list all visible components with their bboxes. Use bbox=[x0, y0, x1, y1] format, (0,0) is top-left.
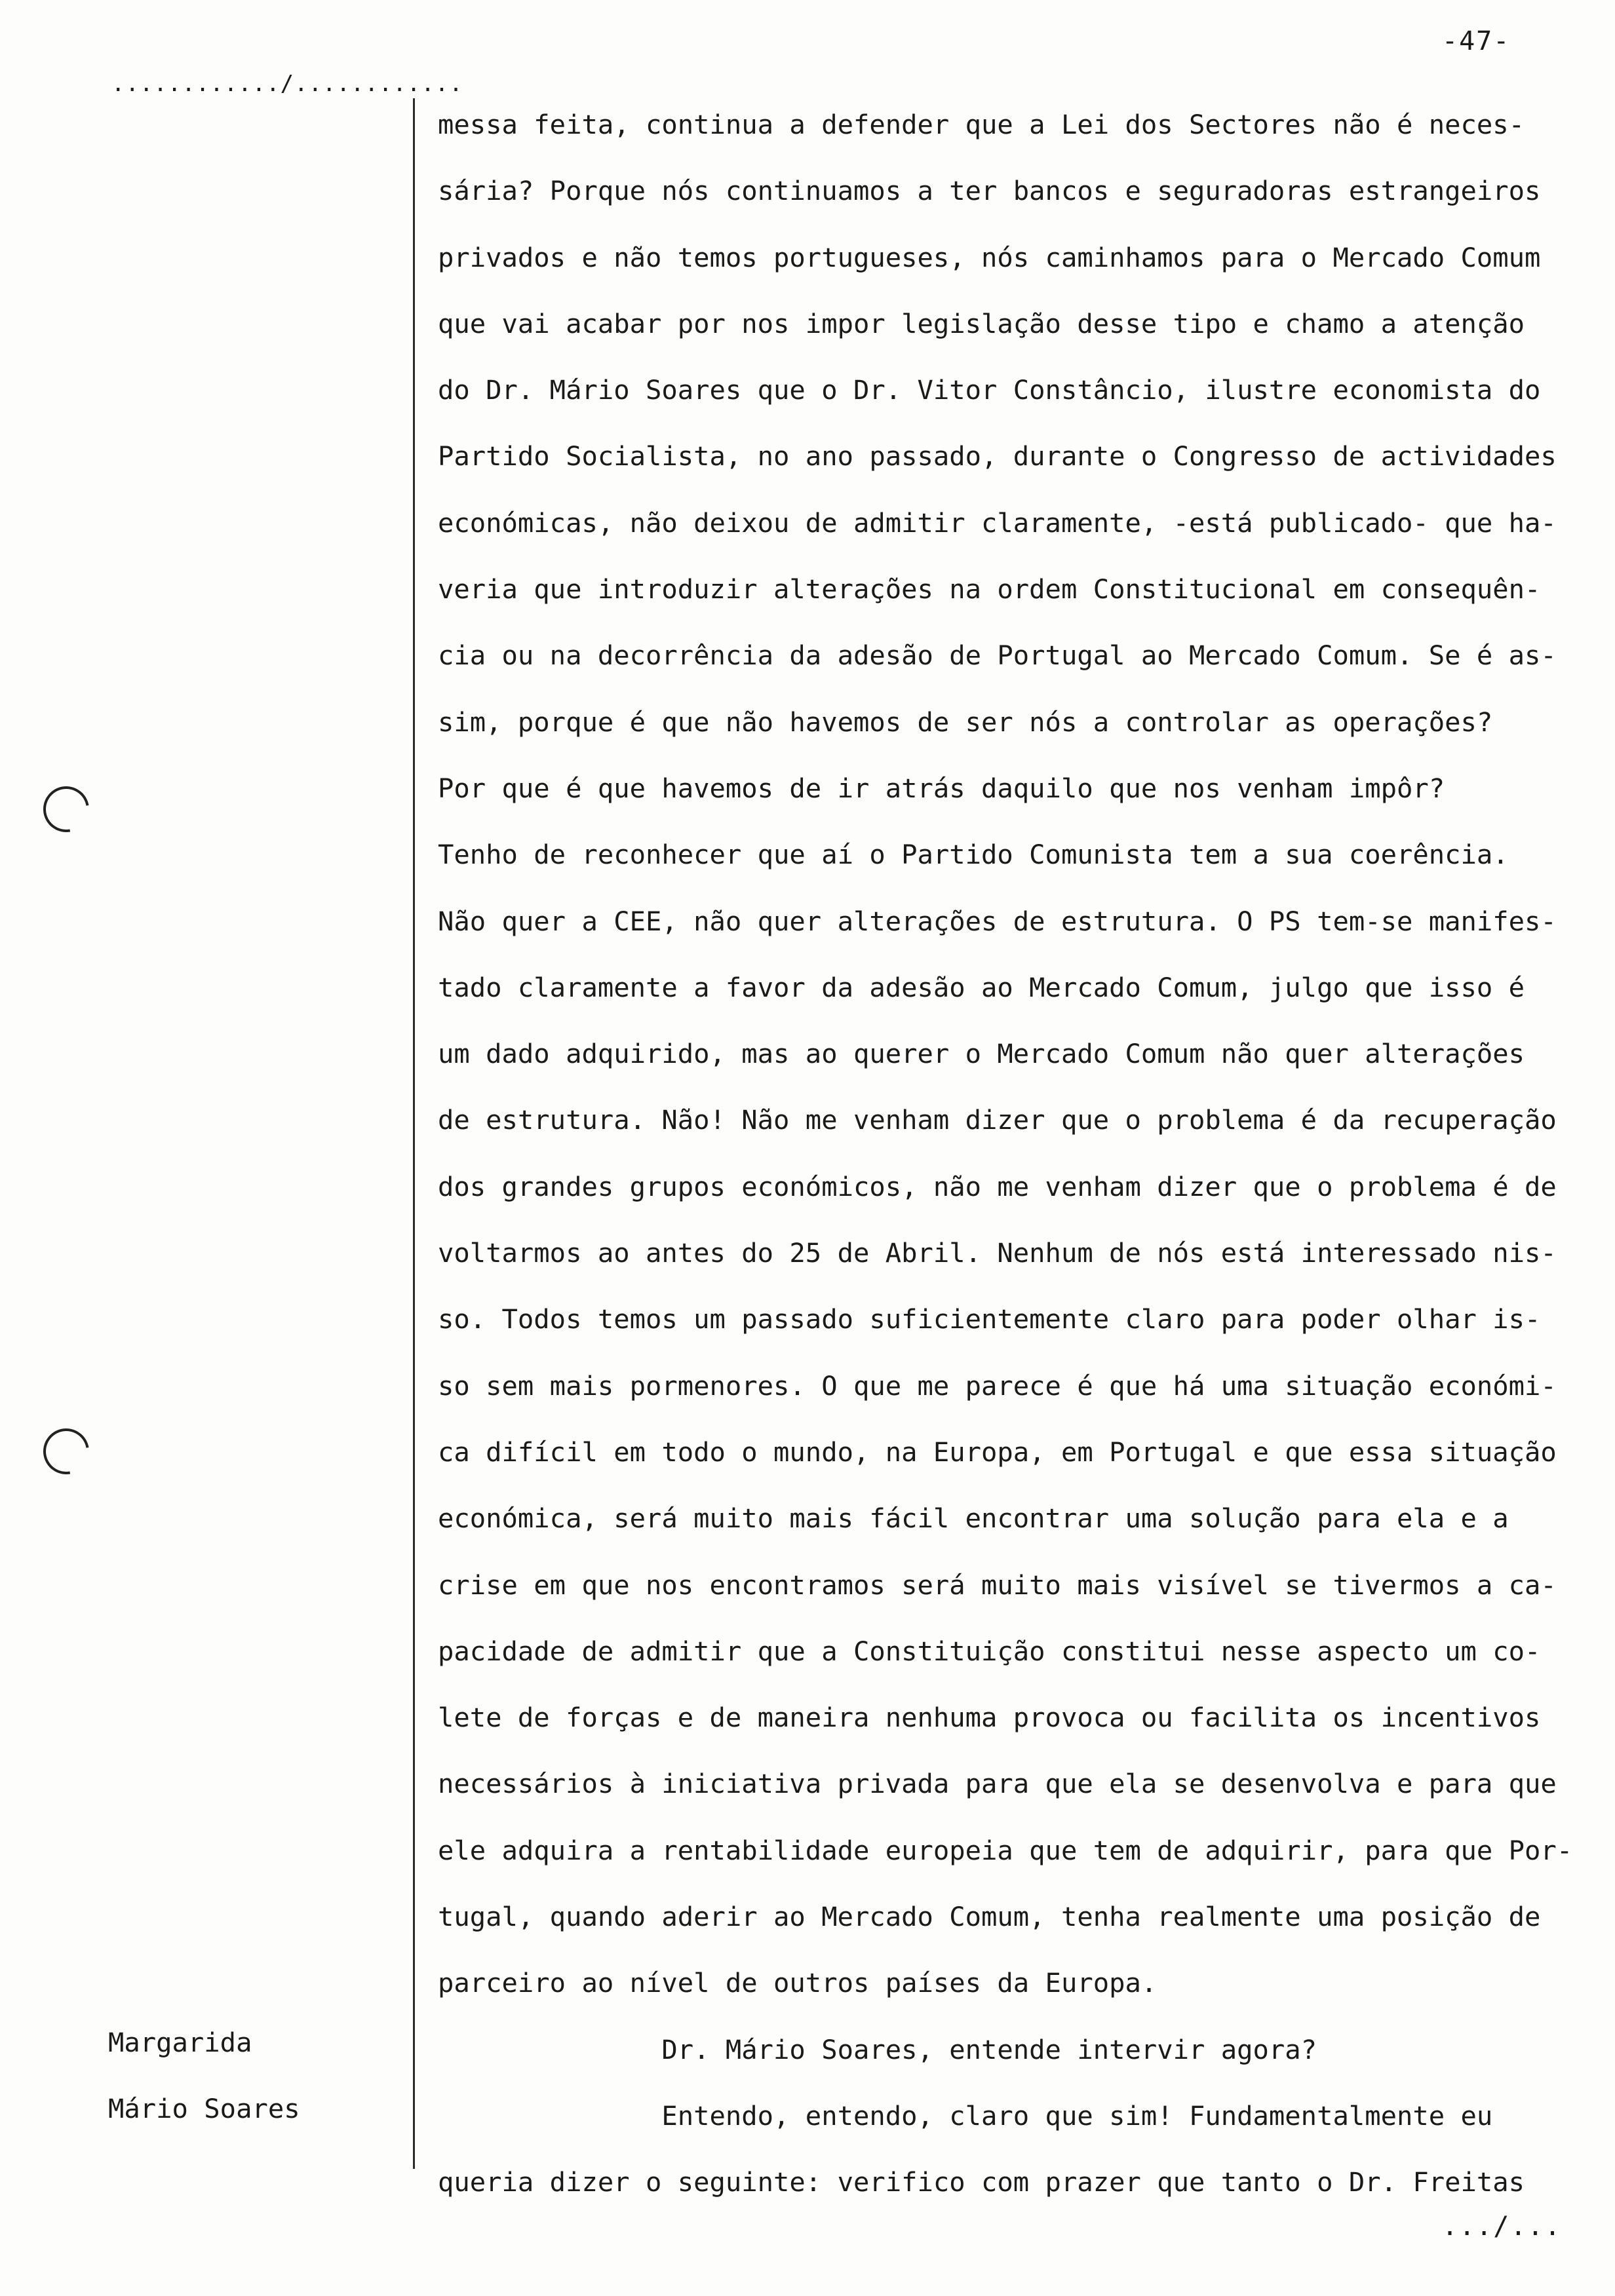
text-line: do Dr. Mário Soares que o Dr. Vitor Constâncio, ilustre economista do bbox=[438, 374, 1541, 406]
text-line: cia ou na decorrência da adesão de Portugal ao Mercado Comum. Se é as- bbox=[438, 640, 1557, 672]
punch-hole-mark bbox=[34, 777, 98, 841]
text-line: dos grandes grupos económicos, não me venham dizer que o problema é de bbox=[438, 1170, 1557, 1202]
speaker-name: Mário Soares bbox=[108, 2093, 300, 2125]
text-line: ca difícil em todo o mundo, na Europa, em Portugal e que essa situação bbox=[438, 1436, 1557, 1468]
text-line: Por que é que havemos de ir atrás daquilo que nos venham impôr? bbox=[438, 772, 1445, 804]
text-line: so sem mais pormenores. O que me parece é que há uma situação económi- bbox=[438, 1369, 1557, 1402]
text-line: voltarmos ao antes do 25 de Abril. Nenhum de nós está interessado nis- bbox=[438, 1237, 1557, 1269]
text-line: que vai acabar por nos impor legislação desse tipo e chamo a atenção bbox=[438, 307, 1525, 339]
text-line: um dado adquirido, mas ao querer o Mercado Comum não quer alterações bbox=[438, 1038, 1525, 1070]
text-line: de estrutura. Não! Não me venham dizer que o problema é da recuperação bbox=[438, 1104, 1557, 1136]
text-line: pacidade de admitir que a Constituição constitui nesse aspecto um co- bbox=[438, 1635, 1541, 1667]
text-line: sim, porque é que não havemos de ser nós a controlar as operações? bbox=[438, 706, 1493, 738]
text-line: Dr. Mário Soares, entende intervir agora? bbox=[438, 2033, 1317, 2065]
top-left-mark: ............/............ bbox=[111, 71, 463, 97]
text-line: sária? Porque nós continuamos a ter bancos e seguradoras estrangeiros bbox=[438, 175, 1541, 207]
punch-hole-mark bbox=[34, 1419, 98, 1483]
speaker-name: Margarida bbox=[108, 2027, 252, 2058]
text-line: so. Todos temos um passado suficientemente claro para poder olhar is- bbox=[438, 1303, 1541, 1335]
text-line: Entendo, entendo, claro que sim! Fundamentalmente eu bbox=[438, 2099, 1493, 2132]
transcript-body bbox=[438, 92, 1591, 2216]
text-line: tado claramente a favor da adesão ao Mercado Comum, julgo que isso é bbox=[438, 971, 1525, 1003]
continued-marker: .../... bbox=[1442, 2211, 1562, 2242]
text-line: messa feita, continua a defender que a Lei dos Sectores não é neces- bbox=[438, 109, 1525, 140]
text-line: lete de forças e de maneira nenhuma provoca ou facilita os incentivos bbox=[438, 1702, 1541, 1734]
text-line: ele adquira a rentabilidade europeia que tem de adquirir, para que Por- bbox=[438, 1834, 1573, 1866]
text-line: veria que introduzir alterações na ordem Constitucional em consequên- bbox=[438, 573, 1541, 605]
text-line: parceiro ao nível de outros países da Europa. bbox=[438, 1967, 1158, 1999]
text-line: crise em que nos encontramos será muito mais visível se tivermos a ca- bbox=[438, 1569, 1557, 1601]
text-line: necessários à iniciativa privada para que ela se desenvolva e para que bbox=[438, 1768, 1557, 1800]
speaker-margin bbox=[108, 2010, 300, 2143]
text-line: económicas, não deixou de admitir claramente, -está publicado- que ha- bbox=[438, 507, 1557, 539]
page-number: -47- bbox=[1442, 26, 1511, 56]
text-line: Partido Socialista, no ano passado, durante o Congresso de actividades bbox=[438, 440, 1557, 472]
text-line: Não quer a CEE, não quer alterações de estrutura. O PS tem-se manifes- bbox=[438, 905, 1557, 937]
text-line: tugal, quando aderir ao Mercado Comum, tenha realmente uma posição de bbox=[438, 1901, 1541, 1933]
text-line: privados e não temos portugueses, nós caminhamos para o Mercado Comum bbox=[438, 241, 1541, 273]
text-line: económica, será muito mais fácil encontrar uma solução para ela e a bbox=[438, 1502, 1509, 1535]
text-line: queria dizer o seguinte: verifico com prazer que tanto o Dr. Freitas bbox=[438, 2166, 1525, 2198]
text-line: Tenho de reconhecer que aí o Partido Comunista tem a sua coerência. bbox=[438, 839, 1509, 871]
margin-rule bbox=[413, 98, 415, 2169]
